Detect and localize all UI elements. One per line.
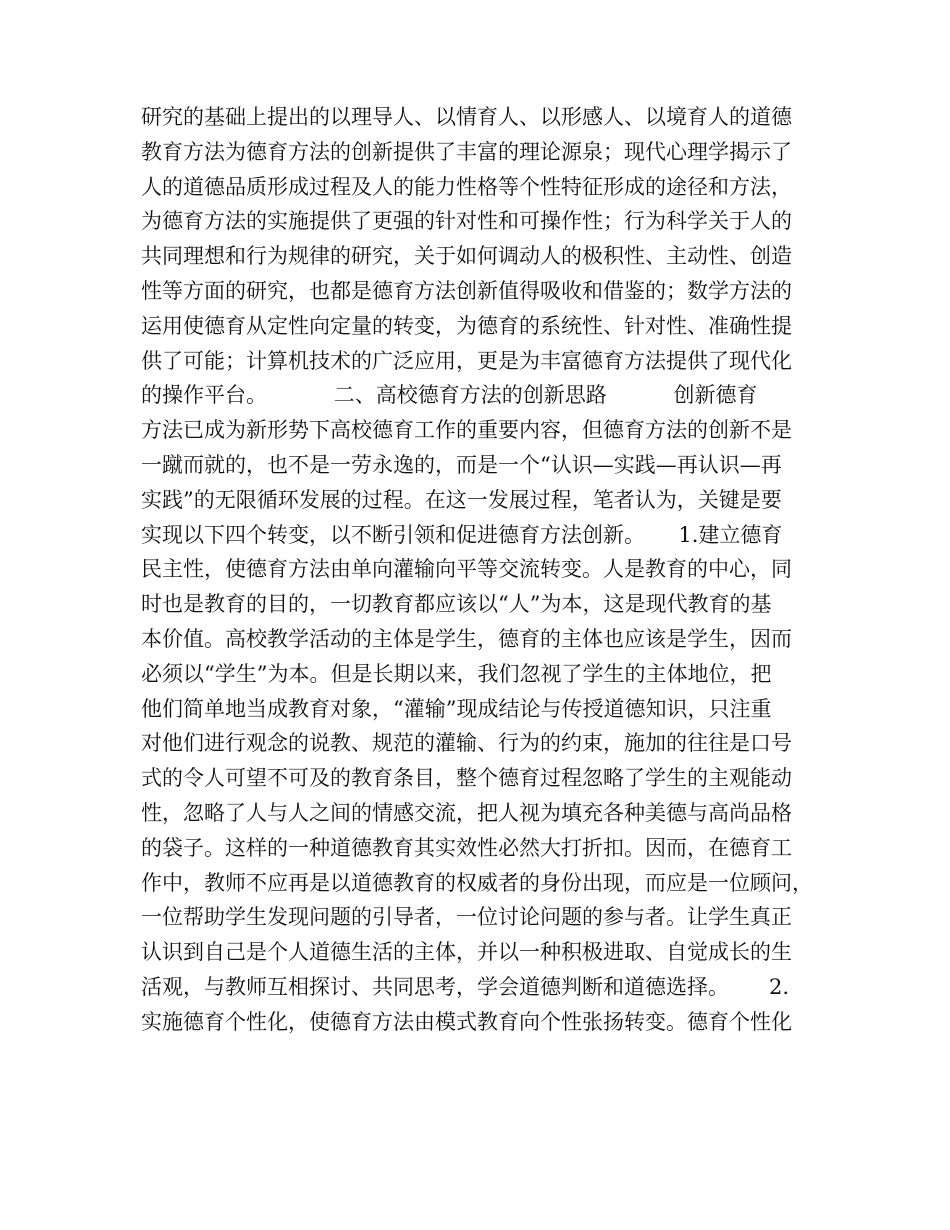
text-line: 方法已成为新形势下高校德育工作的重要内容，但德育方法的创新不是 (141, 418, 792, 443)
text-line: 教育方法为德育方法的创新提供了丰富的理论源泉；现代心理学揭示了 (141, 139, 792, 164)
text-line: 认识到自己是个人道德生活的主体，并以一种积极进取、自觉成长的生 (141, 940, 792, 965)
text-line: 实施德育个性化，使德育方法由模式教育向个性张扬转变。德育个性化 (141, 1009, 792, 1034)
text-line: 供了可能；计算机技术的广泛应用，更是为丰富德育方法提供了现代化 (141, 348, 792, 373)
text-line: 研究的基础上提出的以理导人、以情育人、以形感人、以境育人的道德 (141, 105, 792, 129)
text-line: 为德育方法的实施提供了更强的针对性和可操作性；行为科学关于人的 (141, 209, 792, 234)
text-line: 实践”的无限循环发展的过程。在这一发展过程，笔者认为，关键是要 (141, 487, 782, 512)
text-line: 性，忽略了人与人之间的情感交流，把人视为填充各种美德与高尚品格 (141, 800, 792, 825)
text-line: 对他们进行观念的说教、规范的灌输、行为的约束，施加的往往是口号 (141, 731, 792, 756)
text-line: 他们简单地当成教育对象，“灌输”现成结论与传授道德知识，只注重 (141, 696, 772, 721)
text-line: 本价值。高校教学活动的主体是学生，德育的主体也应该是学生，因而 (141, 626, 792, 651)
body-text (141, 100, 821, 1040)
text-line: 的袋子。这样的一种道德教育其实效性必然大打折扣。因而，在德育工 (141, 835, 792, 860)
text-line: 一蹴而就的，也不是一劳永逸的，而是一个“认识—实践—再认识—再 (141, 452, 782, 477)
text-line: 共同理想和行为规律的研究，关于如何调动人的极积性、主动性、创造 (141, 244, 792, 269)
text-line: 民主性，使德育方法由单向灌输向平等交流转变。人是教育的中心，同 (141, 557, 792, 582)
text-line: 性等方面的研究，也都是德育方法创新值得吸收和借鉴的；数学方法的 (141, 278, 792, 303)
text-line: 人的道德品质形成过程及人的能力性格等个性特征形成的途径和方法， (141, 174, 792, 199)
text-line: 的操作平台。 二、高校德育方法的创新思路 创新德育 (141, 383, 758, 408)
text-line: 必须以“学生”为本。但是长期以来，我们忽视了学生的主体地位，把 (141, 661, 772, 686)
text-line: 运用使德育从定性向定量的转变，为德育的系统性、针对性、准确性提 (141, 313, 792, 338)
text-line: 作中，教师不应再是以道德教育的权威者的身份出现，而应是一位顾问， (141, 870, 813, 895)
text-line: 实现以下四个转变，以不断引领和促进德育方法创新。 1.建立德育 (141, 522, 783, 547)
text-line: 时也是教育的目的，一切教育都应该以“人”为本，这是现代教育的基 (141, 592, 772, 617)
text-line: 式的令人可望不可及的教育条目，整个德育过程忽略了学生的主观能动 (141, 766, 792, 791)
text-line: 活观，与教师互相探讨、共同思考，学会道德判断和道德选择。 2. (141, 974, 790, 999)
text-line: 一位帮助学生发现问题的引导者，一位讨论问题的参与者。让学生真正 (141, 905, 792, 930)
